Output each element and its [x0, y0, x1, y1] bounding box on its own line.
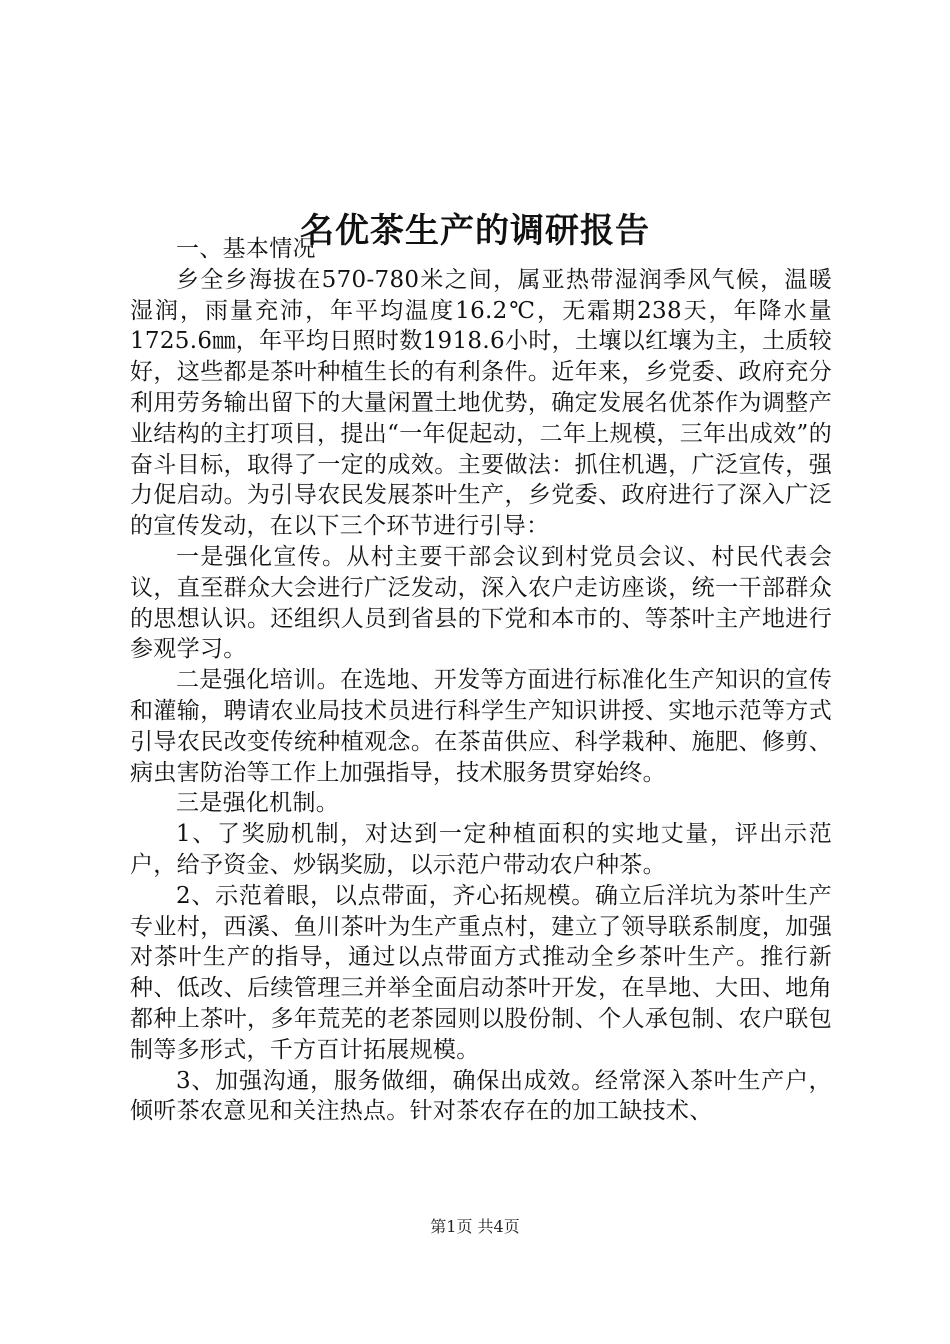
paragraph: 3、加强沟通，服务做细，确保出成效。经常深入茶叶生产户，倾听茶农意见和关注热点。针对茶农存在的加工缺技术、 [130, 1067, 832, 1125]
paragraph: 二是强化培训。在选地、开发等方面进行标准化生产知识的宣传和灌输，聘请农业局技术员进行科学生产知识讲授、实地示范等方式引导农民改变传统种植观念。在茶苗供应、科学栽种、施肥、修剪、病虫害防治等工作上加强指导，技术服务贯穿始终。 [130, 667, 832, 786]
page-footer: 第1页 共4页 [430, 1217, 520, 1236]
document-body [130, 234, 832, 1127]
paragraph: 乡全乡海拔在570-780米之间，属亚热带湿润季风气候，温暖湿润，雨量充沛，年平均温度16.2℃，无霜期238天，年降水量1725.6㎜，年平均日照时数1918.6小时，土壤以红壤为主，土质较好，这些都是茶叶种植生长的有利条件。近年来，乡党委、政府充分利用劳务输出留下的大量闲置土地优势，确定发展名优茶作为调整产业结构的主打项目，提出“一年促起动，二年上规模，三年出成效”的奋斗目标，取得了一定的成效。主要做法：抓住机遇，广泛宣传，强力促启动。为引导农民发展茶叶生产，乡党委、政府进行了深入广泛的宣传发动，在以下三个环节进行引导： [130, 266, 832, 540]
paragraph: 1、了奖励机制，对达到一定种植面积的实地丈量，评出示范户，给予资金、炒锅奖励，以示范户带动农户种茶。 [130, 821, 832, 878]
document-title: 名优茶生产的调研报告 [300, 210, 650, 251]
paragraph: 2、示范着眼，以点带面，齐心拓规模。确立后洋坑为茶叶生产专业村，西溪、鱼川茶叶为生产重点村，建立了领导联系制度，加强对茶叶生产的指导，通过以点带面方式推动全乡茶叶生产。推行新种、低改、后续管理三并举全面启动茶叶开发，在旱地、大田、地角都种上茶叶，多年荒芜的老茶园则以股份制、个人承包制、农户联包制等多形式，千方百计拓展规模。 [130, 882, 832, 1063]
paragraph: 三是强化机制。 [176, 790, 340, 817]
section-heading: 一、基本情况 [176, 236, 316, 262]
paragraph: 一是强化宣传。从村主要干部会议到村党员会议、村民代表会议，直至群众大会进行广泛发动，深入农户走访座谈，统一干部群众的思想认识。还组织人员到省县的下党和本市的、等茶叶主产地进行参观学习。 [130, 543, 832, 663]
